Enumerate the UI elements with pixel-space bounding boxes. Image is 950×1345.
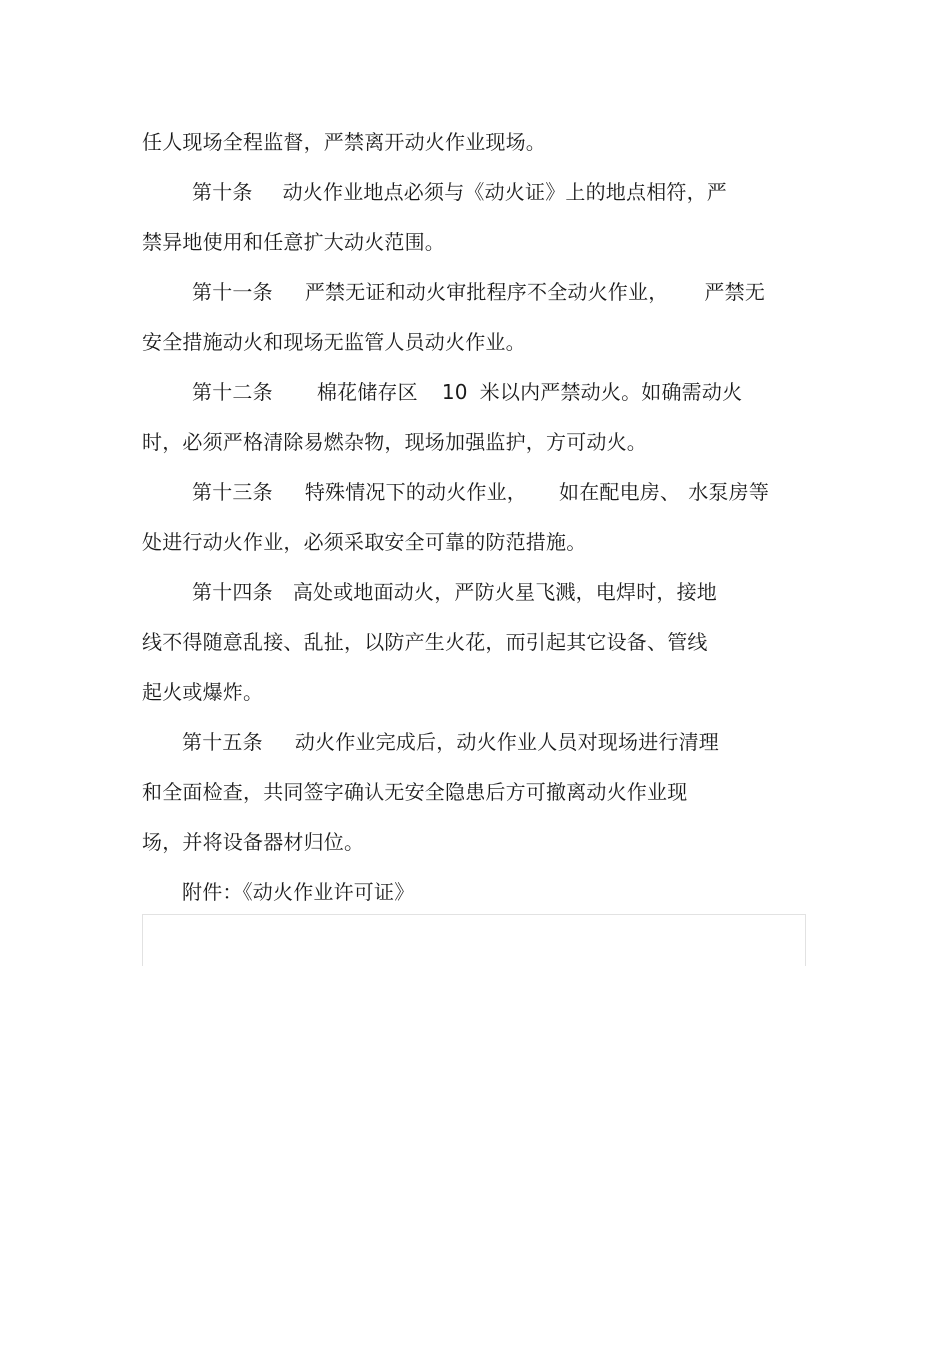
article-13-line-2	[142, 528, 586, 556]
article-11-line-1	[192, 278, 765, 306]
line-text: 处进行动火作业，必须采取安全可靠的防范措施。	[142, 530, 587, 554]
article-14-line-3	[142, 678, 263, 706]
article-number: 第十三条	[192, 480, 273, 504]
distance-value: 10	[441, 380, 468, 404]
article-text: 动火作业完成后，动火作业人员对现场进行清理	[294, 730, 720, 754]
article-text: 动火作业地点必须与《动火证》上的地点相符，严	[282, 180, 728, 204]
article-11-line-2	[142, 328, 526, 356]
line-text: 起火或爆炸。	[142, 680, 264, 704]
article-text: 严禁无证和动火审批程序不全动火作业，	[304, 280, 669, 304]
article-text-tail: 严禁无	[704, 280, 766, 304]
article-number: 第十二条	[192, 380, 273, 404]
article-15-line-3	[142, 828, 364, 856]
line-text: 安全措施动火和现场无监管人员动火作业。	[142, 330, 526, 354]
line-text: 任人现场全程监督，严禁离开动火作业现场。	[142, 130, 546, 154]
article-text-tail: 水泵房等	[688, 480, 770, 504]
attachment-text: 附件：《动火作业许可证》	[182, 880, 415, 904]
article-text: 特殊情况下的动火作业，	[304, 480, 528, 504]
line-text: 禁异地使用和任意扩大动火范围。	[142, 230, 445, 254]
attachment-line	[182, 878, 414, 906]
article-14-line-2	[142, 628, 708, 656]
article-10-line-1	[192, 178, 727, 206]
attachment-table-frame	[142, 914, 806, 966]
article-12-line-1	[192, 378, 742, 406]
line-text: 线不得随意乱接、乱扯，以防产生火花，而引起其它设备、管线	[142, 630, 708, 654]
article-15-line-1	[182, 728, 719, 756]
article-number: 第十五条	[182, 730, 263, 754]
text-line-1	[142, 128, 546, 156]
line-text: 和全面检查，共同签字确认无安全隐患后方可撤离动火作业现	[142, 780, 688, 804]
article-14-line-1	[192, 578, 717, 606]
article-13-line-1	[192, 478, 769, 506]
line-text: 时，必须严格清除易燃杂物，现场加强监护，方可动火。	[142, 430, 647, 454]
line-text: 场，并将设备器材归位。	[142, 830, 365, 854]
article-number: 第十四条	[192, 580, 273, 604]
article-text: 棉花储存区	[316, 380, 418, 404]
article-text-tail: 米以内严禁动火。如确需动火	[479, 380, 743, 404]
article-number: 第十条	[192, 180, 253, 204]
article-text-mid: 如在配电房、	[559, 480, 681, 504]
article-number: 第十一条	[192, 280, 273, 304]
article-12-line-2	[142, 428, 647, 456]
article-15-line-2	[142, 778, 687, 806]
article-10-line-2	[142, 228, 445, 256]
article-text: 高处或地面动火，严防火星飞溅，电焊时，接地	[292, 580, 718, 604]
